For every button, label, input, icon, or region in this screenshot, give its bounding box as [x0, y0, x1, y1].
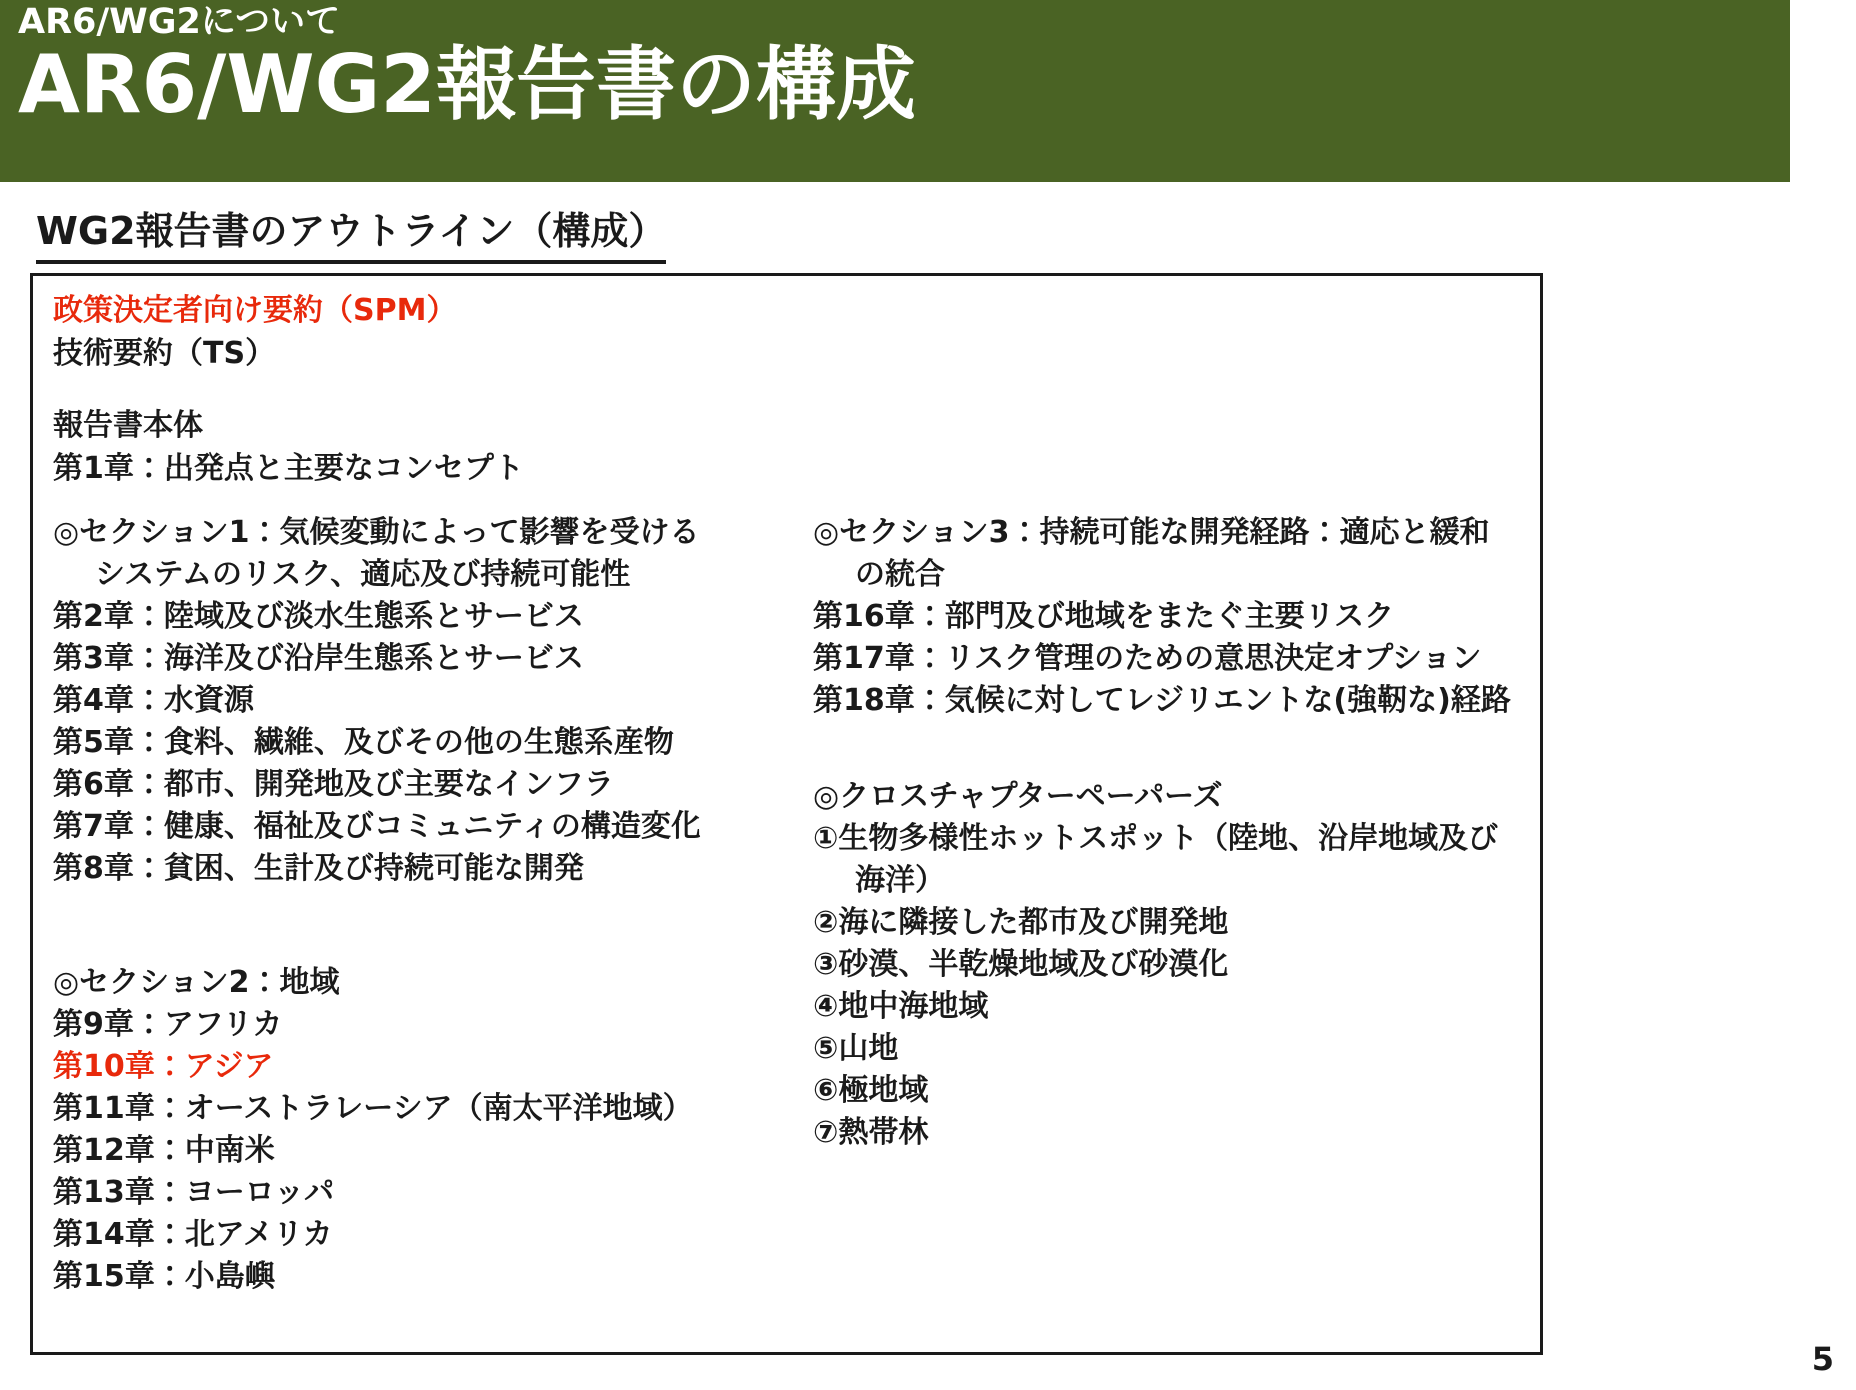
outline-line: 第8章：貧困、生計及び持続可能な開発: [53, 851, 584, 887]
outline-cross-chapter-papers: [813, 776, 1513, 1154]
outline-line: 第7章：健康、福祉及びコミュニティの構造変化: [53, 809, 701, 845]
outline-line: 第12章：中南米: [53, 1133, 275, 1169]
page-number: 5: [1811, 1340, 1834, 1378]
outline-line: ③砂漠、半乾燥地域及び砂漠化: [813, 947, 1229, 983]
outline-line: ②海に隣接した都市及び開発地: [813, 905, 1229, 941]
outline-line: ◎セクション2：地域: [53, 965, 340, 1001]
outline-line: ⑤山地: [813, 1031, 899, 1067]
outline-section-2: [53, 962, 813, 1298]
outline-line: の統合: [855, 557, 945, 593]
outline-box: [30, 273, 1543, 1355]
outline-line: 第9章：アフリカ: [53, 1007, 283, 1043]
outline-line: 第17章：リスク管理のための意思決定オプション: [813, 641, 1482, 677]
outline-line: ①生物多様性ホットスポット（陸地、沿岸地域及び: [813, 821, 1499, 857]
column-gap: [813, 722, 1513, 776]
outline-section-1: [53, 512, 813, 890]
outline-line-highlighted: 政策決定者向け要約（SPM）: [53, 293, 457, 328]
outline-line-highlighted: 第10章：アジア: [53, 1049, 274, 1085]
outline-line: システムのリスク、適応及び持続可能性: [95, 557, 631, 593]
outline-line: 第16章：部門及び地域をまたぐ主要リスク: [813, 599, 1395, 635]
outline-column-right: [813, 512, 1513, 1298]
outline-line: 第18章：気候に対してレジリエントな(強靭な)経路: [813, 683, 1511, 719]
outline-line: ④地中海地域: [813, 989, 989, 1025]
outline-line: 第1章：出発点と主要なコンセプト: [53, 450, 524, 486]
outline-spacer: [53, 375, 1520, 405]
outline-line: 第5章：食料、繊維、及びその他の生態系産物: [53, 725, 674, 761]
column-gap: [53, 890, 813, 962]
outline-line: 第6章：都市、開発地及び主要なインフラ: [53, 767, 614, 803]
outline-line: ◎クロスチャプターペーパーズ: [813, 779, 1223, 815]
outline-line: 海洋）: [855, 863, 945, 899]
outline-line: 第11章：オーストラレーシア（南太平洋地域）: [53, 1091, 693, 1127]
outline-columns: [53, 512, 1520, 1298]
outline-intro: [53, 290, 1520, 490]
outline-line: 第3章：海洋及び沿岸生態系とサービス: [53, 641, 584, 677]
outline-line: 技術要約（TS）: [53, 335, 276, 371]
outline-line: 第14章：北アメリカ: [53, 1217, 333, 1253]
outline-line: 第13章：ヨーロッパ: [53, 1175, 335, 1211]
outline-line: ◎セクション3：持続可能な開発経路：適応と緩和: [813, 515, 1490, 551]
outline-line: ⑦熱帯林: [813, 1115, 929, 1151]
page-title: AR6/WG2報告書の構成: [18, 37, 916, 131]
header-kicker: AR6/WG2について: [18, 2, 341, 42]
slide-header-band: [0, 0, 1790, 182]
outline-column-left: [53, 512, 813, 1298]
outline-section-3: [813, 512, 1513, 722]
outline-line: 第15章：小島嶼: [53, 1259, 275, 1295]
outline-line: 第2章：陸域及び淡水生態系とサービス: [53, 599, 584, 635]
section-heading: WG2報告書のアウトライン（構成）: [36, 200, 666, 264]
outline-line: ⑥極地域: [813, 1073, 929, 1109]
outline-line: ◎セクション1：気候変動によって影響を受ける: [53, 515, 700, 551]
outline-line: 報告書本体: [53, 408, 203, 444]
outline-line: 第4章：水資源: [53, 683, 254, 719]
